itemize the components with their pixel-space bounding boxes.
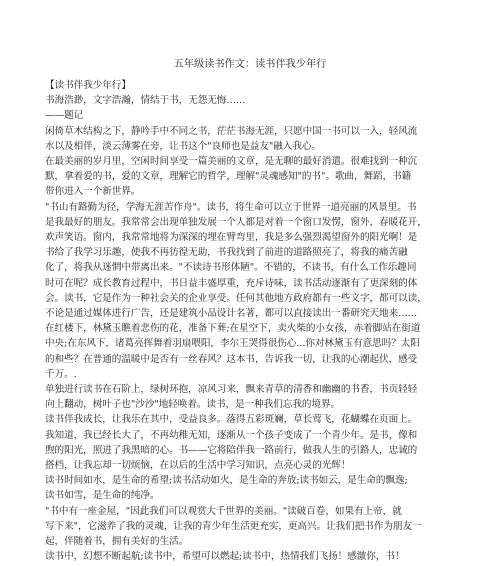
text-line: 读书中，幻想不断起航;读书中，希望可以燃起;读书中，热情我们飞扬！感激你，书！	[45, 551, 405, 563]
text-line: 书给了我学习乐趣，使我不再彷徨无助，书我找到了前进的道路照亮了，将我的痛苦融	[45, 247, 408, 259]
article-body	[45, 78, 455, 565]
epigraph-label: ——题记	[45, 110, 84, 122]
text-line: 在红楼下，林黛玉瞧着悲伤的花，准备下葬;在星空下，卖火柴的小女孩，赤着脚站在街道	[45, 323, 421, 335]
text-line: 起，伴随着书，拥有美好的生活。	[45, 536, 189, 548]
text-line: 写下来"，它滋养了我的灵魂，让我的青少年生活更充实，更高兴。让我们把书作为朋友一	[45, 520, 422, 532]
text-line: "书中有一座金屋，"因此我们可以观赏大千世界的美丽。"读破百卷，如果有上帝，就	[45, 505, 402, 517]
text-line: 不论是通过媒体进行广告，还是建筑小品设计名著，都可以直接读出一番研究天地来……	[45, 308, 418, 320]
text-line: "书山有路勤为径，学海无涯苦作舟"。读书，将生命可以立于世界一道亮丽的风景里。书	[45, 201, 417, 213]
text-line: 的和些？在普通的温暖中是否有一丝春风？这本书，告诉我一切，让我的心潮起伏，感受	[45, 353, 418, 365]
text-line: 搭档，让我忘却一切烦恼，在以后的生活中学习知识，点亮心灵的光辉！	[45, 460, 351, 472]
text-line: 欢声笑语。窗内，我常常地将为深深的埋在臂弯里，我是多么强烈渴望窗外的阳光啊！是	[45, 232, 418, 244]
text-line: 在最美丽的岁月里，空闲时间享受一篇美丽的文章，是无聊的最好消遣。很难找到一种沉	[45, 156, 418, 168]
text-line: 我知道，我已经长大了，不再幼稚无知，逐渐从一个孩子变成了一个青少年。是书，像和	[45, 429, 418, 441]
text-line: 读书时间如水，是生命的希望;读书活动如火，是生命的奔放;读书如云，是生命的飘逸;	[45, 475, 408, 487]
text-line: 读书伴我成长，让我乐在其中，受益良多。落得五彩斑斓，草长莺飞，花蝴蝶在页面上。	[45, 414, 418, 426]
text-line: 煦的阳光，照进了我黑暗的心。书——它将陪伴我一路前行，做我人生的引路人，忠诚的	[45, 444, 418, 456]
article-lines	[45, 78, 455, 565]
text-line: 默，拿着爱的书，爱的文章，理解它的哲学，理解"灵魂感知"的书"。歌曲，舞蹈，书籍	[45, 171, 412, 183]
text-line: 水以及相伴，淡云薄雾在旁，让书这个"良师也是益友"融入我心。	[45, 140, 321, 152]
text-line: 时可在呢？成长教育过程中，书日益丰盛厚重，充斥诗味，读书活动逐渐有了更深刻的体	[45, 277, 418, 289]
text-line: 单独进行读书在石阶上，绿树环抱，凉风习来，飘来青草的清香和幽幽的书香，书页轻轻	[45, 384, 418, 396]
article-title: 五年级读书作文：读书伴我少年行	[173, 59, 327, 70]
text-line: 读书如雪，是生命的纯净。	[45, 490, 160, 502]
text-line: 带你进入一个新世界。	[45, 186, 141, 198]
text-line: 千万。.	[45, 368, 77, 380]
section-heading: 【读书伴我少年行】	[45, 80, 131, 91]
text-line: 化了，将我从迷惘中带离出来。"不读诗书形体陋"。不错的，不读书，有什么工作乐趣同	[45, 262, 417, 274]
text-line: 会。读书，它是作为一种社会关的企业享受。任何其他地方政府都有一些文字，都可以读，	[45, 292, 427, 304]
text-line: 书海浩渺，文字浩瀚，情结于书，无怨无悔……	[45, 95, 246, 107]
text-line: 是我最好的朋友。我常常会出现单独发展一个人都是对着一个窗口发愣，窗外，春暖花开，	[45, 216, 427, 228]
text-line: 向上翻动，树叶子也"沙沙"地轻唤着。读书，是一种我们忘我的境界。	[45, 399, 341, 411]
text-line: 中央;在东风下，诸葛亮挥舞着羽扇喂阳，李尔王哭得很伤心...你对林黛玉有意思吗？太阳	[45, 338, 420, 350]
text-line: 闲倚草木结构之下，静吟手中不同之书，茫茫书海无涯，只愿中国一书可以一入，轻风流	[45, 125, 418, 137]
